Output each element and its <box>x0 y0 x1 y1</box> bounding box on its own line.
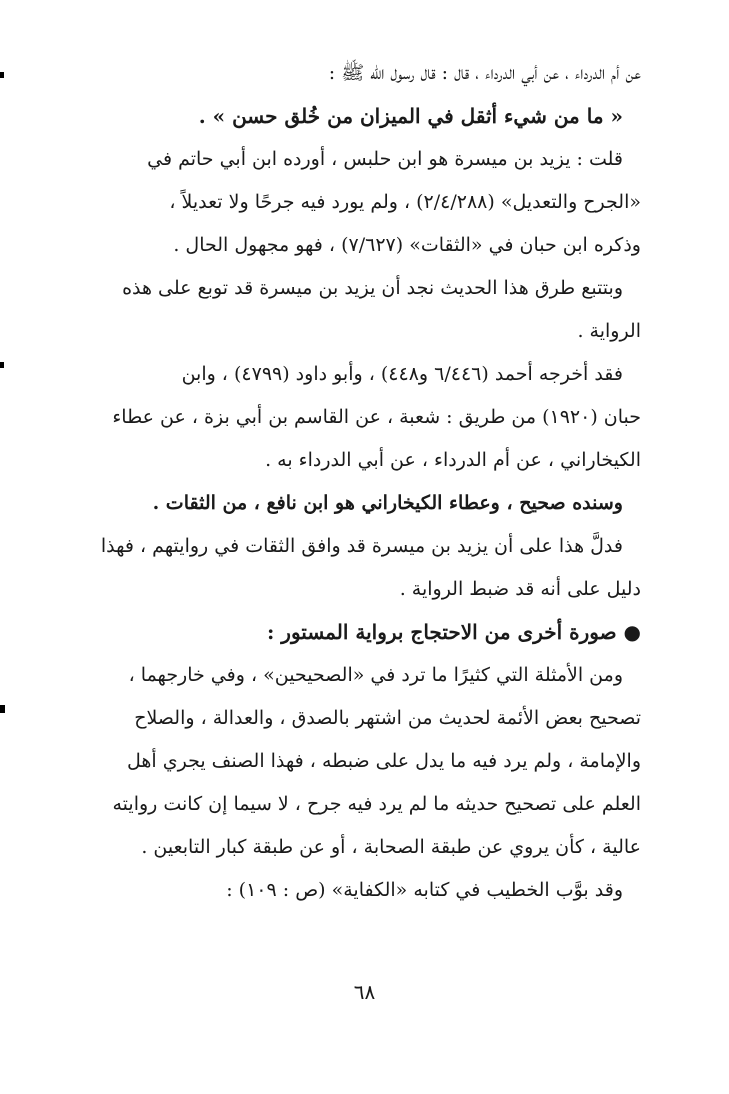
text-line: والإمامة ، ولم يرد فيه ما يدل على ضبطه ، فهذا الصنف يجري أهل <box>126 750 641 772</box>
scan-edge-mark <box>0 362 4 368</box>
page-body-text <box>62 52 641 912</box>
page-number: ٦٨ <box>353 980 376 1004</box>
text-line: عن أم الدرداء ، عن أبي الدرداء ، قال : قال رسول الله ﷺ : <box>328 62 641 84</box>
text-line: الرواية . <box>577 320 641 342</box>
text-line: وبتتبع طرق هذا الحديث نجد أن يزيد بن ميسرة قد توبع على هذه <box>122 277 623 299</box>
hadith-quote: « ما من شيء أثقل في الميزان من خُلق حسن » . <box>198 104 623 128</box>
scan-edge-mark <box>0 72 4 78</box>
text-line: وسنده صحيح ، وعطاء الكيخاراني هو ابن نافع ، من الثقات . <box>152 492 623 514</box>
section-heading: ● صورة أخرى من الاحتجاج برواية المستور : <box>266 620 641 644</box>
text-line: فقد أخرجه أحمد (٦/٤٤٦ و٤٤٨) ، وأبو داود (٤٧٩٩) ، وابن <box>181 363 623 385</box>
scan-edge-mark <box>0 705 5 713</box>
text-line: العلم على تصحيح حديثه ما لم يرد فيه جرح ، لا سيما إن كانت روايته <box>112 793 641 815</box>
text-line: تصحيح بعض الأئمة لحديث من اشتهر بالصدق ، والعدالة ، والصلاح <box>134 707 641 729</box>
text-line: حبان (١٩٢٠) من طريق : شعبة ، عن القاسم بن أبي بزة ، عن عطاء <box>112 406 641 428</box>
text-line: وذكره ابن حبان في «الثقات» (٧/٦٢٧) ، فهو مجهول الحال . <box>173 234 641 256</box>
text-line: قلت : يزيد بن ميسرة هو ابن حلبس ، أورده ابن أبي حاتم في <box>147 148 623 170</box>
text-line: فدلَّ هذا على أن يزيد بن ميسرة قد وافق الثقات في روايتهم ، فهذا <box>100 535 623 557</box>
text-line: «الجرح والتعديل» (٢/٤/٢٨٨) ، ولم يورد فيه جرحًا ولا تعديلاً ، <box>169 191 641 213</box>
text-line: وقد بوَّب الخطيب في كتابه «الكفاية» (ص : ١٠٩) : <box>226 879 623 901</box>
text-line: عالية ، كأن يروي عن طبقة الصحابة ، أو عن طبقة كبار التابعين . <box>141 836 641 858</box>
text-line: دليل على أنه قد ضبط الرواية . <box>399 578 641 600</box>
text-line: ومن الأمثلة التي كثيرًا ما ترد في «الصحيحين» ، وفي خارجهما ، <box>128 664 623 686</box>
text-line: الكيخاراني ، عن أم الدرداء ، عن أبي الدرداء به . <box>265 449 641 471</box>
